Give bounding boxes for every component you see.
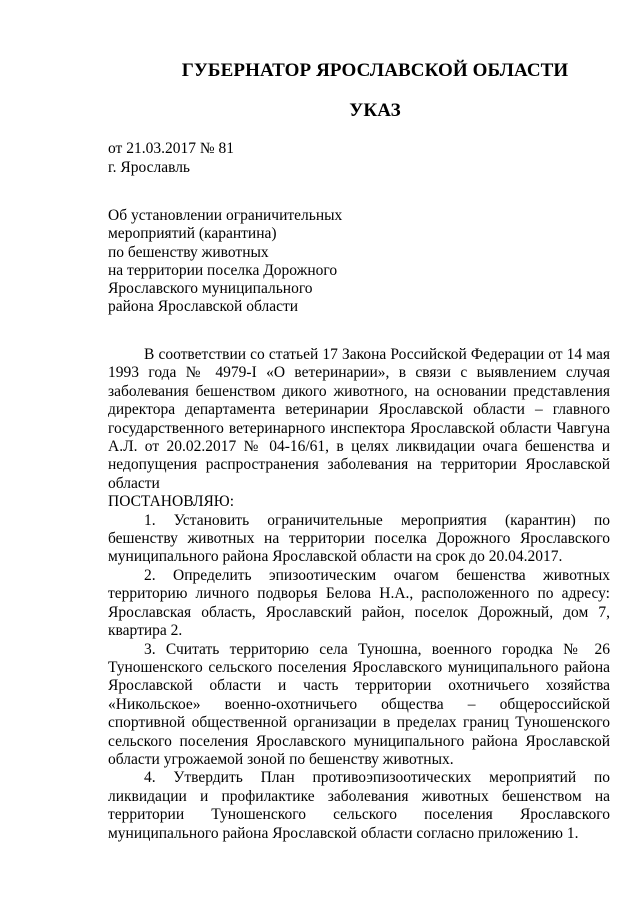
decree-word: ПОСТАНОВЛЯЮ: xyxy=(108,493,235,511)
date-number: от 21.03.2017 № 81 xyxy=(108,140,234,157)
subject-line: района Ярославской области xyxy=(108,298,299,316)
subject-line: Об установлении ограничительных xyxy=(108,207,343,224)
document-type: УКАЗ xyxy=(349,100,401,121)
decree-item: 2. Определить эпизоотическим очагом бешенства животных территорию личного подворья Белова Н.А., расположенного по адресу: Ярославская область, Ярославский район, поселок Дорожный, дом 7, квартира 2. xyxy=(108,566,610,640)
subject-line: мероприятий (карантина) xyxy=(108,225,277,243)
preamble-paragraph: В соответствии со статьей 17 Закона Российской Федерации от 14 мая 1993 года № 4979-I «О ветеринарии», в связи с выявлением случая заболевания бешенством дикого животного, на основании представления директора департамента ветеринарии Ярославской области – главного государственного ветеринарного инспектора Ярославской области Чавгуна А.Л. от 20.02.2017 № 04-16/61, в целях ликвидации очага бешенства и недопущения распространения заболевания на территории Ярославской области xyxy=(108,346,610,492)
city: г. Ярославль xyxy=(108,159,190,176)
decree-item: 4. Утвердить План противоэпизоотических мероприятий по ликвидации и профилактике заболевания животных бешенством на территории Туношенского сельского поселения Ярославского муниципального района Ярославской области согласно приложению 1. xyxy=(108,769,610,842)
decree-item: 3. Считать территорию села Туношна, военного городка № 26 Туношенского сельского поселения Ярославского муниципального района Ярославской области и часть территории охотничьего хозяйства «Никольское» военно-охотничьего общества – общероссийской спортивной общественной организации в пределах границ Туношенского сельского поселения Ярославского муниципального района Ярославской области угрожаемой зоной по бешенству животных. xyxy=(108,640,610,768)
document-subject xyxy=(108,207,342,317)
decree-item: 1. Установить ограничительные мероприятия (карантин) по бешенству животных на территории поселка Дорожного Ярославского муниципального района Ярославской области на срок до 20.04.2017. xyxy=(108,511,610,566)
subject-line: на территории поселка Дорожного xyxy=(108,261,338,279)
document-body xyxy=(108,346,610,843)
subject-line: по бешенству животных xyxy=(108,243,269,261)
document-meta xyxy=(108,139,234,177)
subject-line: Ярославского муниципального xyxy=(108,280,313,298)
governor-title: ГУБЕРНАТОР ЯРОСЛАВСКОЙ ОБЛАСТИ xyxy=(181,60,569,81)
